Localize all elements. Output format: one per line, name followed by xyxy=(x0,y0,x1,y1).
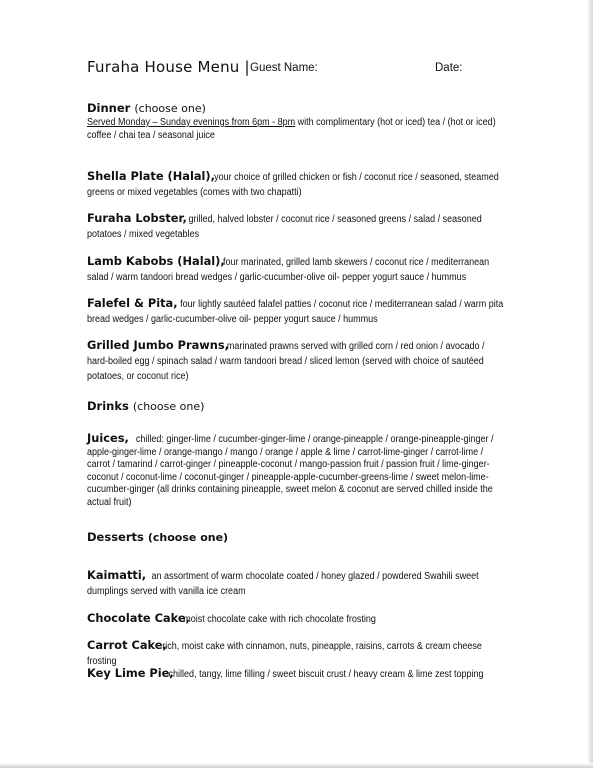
dinner-section xyxy=(87,101,505,142)
dinner-served-complimentary: with complimentary (hot or iced) tea / (hot or iced) coffee / chai tea / seasonal juice xyxy=(87,117,496,141)
menu-item-chocolate-cake xyxy=(87,611,507,627)
dinner-served-text xyxy=(87,116,506,142)
item-name: Shella Plate (Halal), xyxy=(87,169,215,183)
desserts-section xyxy=(87,530,505,544)
drinks-section xyxy=(87,399,505,413)
item-desc: moist chocolate cake with rich chocolate frosting xyxy=(183,614,376,625)
menu-title: Furaha House Menu | xyxy=(87,58,250,76)
dinner-choose-note: (choose one) xyxy=(134,102,206,115)
menu-item-furaha-lobster xyxy=(87,211,507,242)
menu-item-kaimatti xyxy=(87,568,507,599)
item-name: Key Lime Pie, xyxy=(87,666,174,680)
dinner-heading-text: Dinner xyxy=(87,101,131,115)
item-desc: marinated prawns served with grilled corn / red onion / avocado / hard-boiled egg / spinach salad / warm tandoori bread / sliced lemon (served with choice of sautéed potatoes, or coconut rice) xyxy=(87,341,485,382)
desserts-heading-text: Desserts xyxy=(87,530,144,544)
drinks-choose-note: (choose one) xyxy=(132,400,205,413)
guest-name-label: Guest Name: xyxy=(250,62,318,74)
menu-item-juices xyxy=(87,432,507,509)
item-name: Chocolate Cake, xyxy=(87,611,190,625)
dinner-heading xyxy=(87,101,505,115)
menu-item-shella-plate xyxy=(87,169,507,200)
item-desc: grilled, halved lobster / coconut rice / seasoned greens / salad / seasoned potatoes / mixed vegetables xyxy=(87,214,482,240)
date-label: Date: xyxy=(435,62,463,74)
item-desc: four marinated, grilled lamb skewers / coconut rice / mediterranean salad / warm tandoori bread wedges / garlic-cucumber-olive oil- pepper yogurt sauce / hummus xyxy=(87,257,490,283)
item-name: Grilled Jumbo Prawns, xyxy=(87,338,230,352)
item-desc: rich, moist cake with cinnamon, nuts, pineapple, raisins, carrots & cream cheese frosting xyxy=(87,641,482,667)
item-desc: an assortment of warm chocolate coated / honey glazed / powdered Swahili sweet dumplings served with vanilla ice cream xyxy=(87,571,479,597)
item-name: Kaimatti, xyxy=(87,568,147,582)
desserts-heading xyxy=(87,530,505,544)
menu-item-falefel-pita xyxy=(87,296,507,327)
page-edge-shadow-right xyxy=(587,0,593,768)
item-name: Furaha Lobster, xyxy=(87,211,187,225)
menu-item-lamb-kabobs xyxy=(87,254,507,285)
drinks-heading-text: Drinks xyxy=(87,399,129,413)
menu-item-grilled-jumbo-prawns xyxy=(87,338,507,384)
item-desc: chilled: ginger-lime / cucumber-ginger-lime / orange-pineapple / orange-pineapple-ginger / apple-ginger-lime / orange-mango / mango / orange / apple & lime / carrot-lime-ginger / carrot-lime / carrot / tamarind / carrot-ginger / pineapple-coconut / mango-passion fruit / passion fruit / lime-ginger-coconut / coconut-lime / coconut-ginger / pineapple-apple-cucumber-greens-lime / sweet melon-lime-cucumber-ginger (all drinks containing pineapple, sweet melon & coconut are served chilled inside the actual fruit) xyxy=(87,434,494,508)
item-desc: four lightly sautéed falafel patties / coconut rice / mediterranean salad / warm pita bread wedges / garlic-cucumber-olive oil- pepper yogurt sauce / hummus xyxy=(87,299,504,325)
drinks-heading xyxy=(87,399,505,413)
dinner-served-hours: Served Monday – Sunday evenings from 6pm - 8pm xyxy=(87,117,296,128)
desserts-choose-note: (choose one) xyxy=(147,531,229,544)
item-name: Juices, xyxy=(87,431,129,445)
item-desc: your choice of grilled chicken or fish / coconut rice / seasoned, steamed greens or mixed vegetables (comes with two chapatti) xyxy=(87,172,499,198)
page-edge-shadow-bottom xyxy=(0,763,593,768)
menu-item-carrot-cake xyxy=(87,638,507,669)
item-name: Carrot Cake, xyxy=(87,638,167,652)
menu-item-key-lime-pie xyxy=(87,666,507,682)
menu-header xyxy=(87,58,507,80)
item-desc: chilled, tangy, lime filling / sweet biscuit crust / heavy cream & lime zest topping xyxy=(168,669,484,680)
item-name: Falefel & Pita, xyxy=(87,296,178,310)
item-name: Lamb Kabobs (Halal), xyxy=(87,254,225,268)
